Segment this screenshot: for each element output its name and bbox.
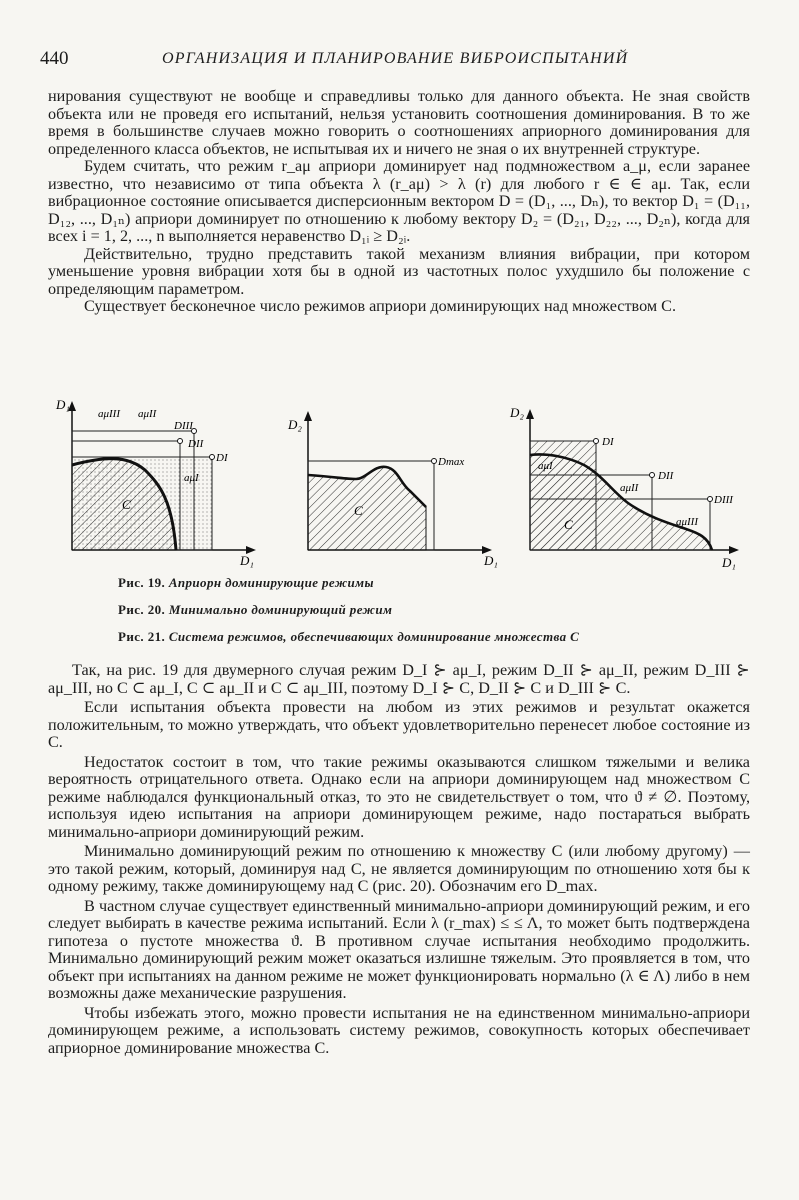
paragraph: Чтобы избежать этого, можно провести испытания не на единственном минимально-априори доминирующем режиме, а использовать систему режимов, совокупность которых обеспечивает априорное доминирование множества C.: [48, 1003, 750, 1057]
label-amu-iii: aμIII: [676, 516, 699, 528]
caption-fig-21: [118, 629, 758, 645]
text-block-top: [48, 88, 750, 316]
paragraph: Действительно, трудно представить такой механизм влияния вибрации, при котором уменьшение уровня вибрации хотя бы в одной из частотных полос ухудшило бы положение с определяющим параметром.: [48, 244, 750, 298]
label-amu-i: aμI: [538, 460, 553, 472]
label-d-iii: DIII: [714, 494, 733, 506]
paragraph: Минимально доминирующий режим по отношению к множеству C (или любому другому) — это такой режим, который, доминируя над C, не является доминирующим по отношению хотя бы к одному режиму, также доминирующему над C (рис. 20). Обозначим его D_max.: [48, 842, 750, 895]
caption-text: Минимально доминирующий режим: [168, 602, 393, 617]
label-d-max: Dmax: [438, 456, 465, 468]
label-amu-ii: aμII: [620, 482, 639, 494]
label-d-ii: DII: [658, 470, 674, 482]
paragraph: Существует бесконечное число режимов априори доминирующих над множеством C.: [84, 297, 677, 315]
page-number: 440: [40, 48, 69, 69]
axis-label-y: D₂: [288, 417, 302, 432]
label-c: C: [122, 497, 131, 512]
figures-row: [50, 395, 770, 575]
axis-label-y: D₂: [510, 405, 524, 420]
axis-label-x: D₁: [240, 553, 254, 568]
axis-label-x: D₁: [722, 555, 736, 570]
paragraph: Так, на рис. 19 для двумерного случая режим D_I ⊱ aμ_I, режим D_II ⊱ aμ_II, режим D_III ⊱ aμ_III, но C ⊂ aμ_I, C ⊂ aμ_II и C ⊂ aμ_III, поэтому D_I ⊱ C, D_II ⊱ C и D_III ⊱ C.: [48, 661, 750, 697]
figure-captions: [118, 575, 758, 656]
caption-text: Система режимов, обеспечивающих доминирование множества C: [168, 629, 580, 644]
paragraph: Недостаток состоит в том, что такие режимы оказываются слишком тяжелыми и велика вероятность отрицательного ответа. Однако если на априори доминирующем над множеством C режиме наблюдался функциональный отказ, то это не свидетельствует о том, что ϑ ≠ ∅. Поэтому, используя идею испытания на априори доминирующем режиме, надо постараться выбрать минимально-априори доминирующий режим.: [48, 752, 750, 841]
running-head: ОРГАНИЗАЦИЯ И ПЛАНИРОВАНИЕ ВИБРОИСПЫТАНИЙ: [162, 50, 629, 67]
paragraph: Будем считать, что режим r_aμ априори доминирует над подмножеством a_μ, если заранее известно, что независимо от типа объекта λ (r_aμ) > λ (r) для любого r ∈ ∈ aμ. Так, если вибрационное состояние описывается дисперсионным вектором D = (D₁, ..., Dₙ), то вектор D₁ = (D₁₁, D₁₂, ..., D₁ₙ) априори доминирует по отношению к любому вектору D₂ = (D₂₁, D₂₂, ..., D₂ₙ), когда для всех i = 1, 2, ..., n выполняется неравенство D₁ᵢ ≥ D₂ᵢ.: [48, 157, 750, 245]
paragraph: Если испытания объекта провести на любом из этих режимов и результат окажется положительным, то можно утверждать, что объект удовлетворительно перенесет любое состояние из C.: [48, 698, 750, 751]
caption-number: Рис. 19.: [118, 575, 166, 590]
caption-fig-20: [118, 602, 758, 618]
label-amu-ii: aμII: [138, 408, 157, 420]
label-c: C: [354, 503, 363, 518]
figure-21: [508, 395, 748, 575]
axis-label-x: D₁: [484, 553, 498, 568]
figure-20: [286, 395, 506, 570]
label-amu-i: aμI: [184, 472, 199, 484]
caption-fig-19: [118, 575, 758, 591]
label-amu-iii: aμIII: [98, 408, 121, 420]
label-d-i: DI: [216, 452, 228, 464]
paragraph: нирования существуют не вообще и справедливы только для данного объекта. Не зная свойств объекта или не проведя его испытаний, нельзя установить соотношения доминирования. В то же время в большинстве случаев можно говорить о соотношениях априорного доминирования для определенного класса объектов, не испытывая их и ничего не зная о их внутренней структуре.: [48, 87, 750, 158]
label-d-i: DI: [602, 436, 614, 448]
caption-text: Априорн доминирующие режимы: [168, 575, 374, 590]
figure-19: [50, 395, 270, 570]
caption-number: Рис. 20.: [118, 602, 166, 617]
label-d-ii: DII: [188, 438, 204, 450]
text-block-bottom: [48, 662, 750, 1057]
label-c: C: [564, 517, 573, 532]
label-d-iii: DIII: [174, 420, 193, 432]
page-header: [40, 48, 760, 72]
axis-label-y: D₁: [56, 397, 70, 412]
caption-number: Рис. 21.: [118, 629, 166, 644]
paragraph: В частном случае существует единственный минимально-априори доминирующий режим, и его следует выбирать в качестве режима испытаний. Если λ (r_max) ≤ ≤ Λ, то может быть подтверждена гипотеза о пустоте множества ϑ. В противном случае испытания необходимо продолжить. Минимально доминирующий режим может оказаться излишне тяжелым. Это проявляется в том, что объект при испытаниях на данном режиме не может функционировать нормально (λ ∈ Λ) либо в нем возможны даже механические разрушения.: [48, 896, 750, 1002]
